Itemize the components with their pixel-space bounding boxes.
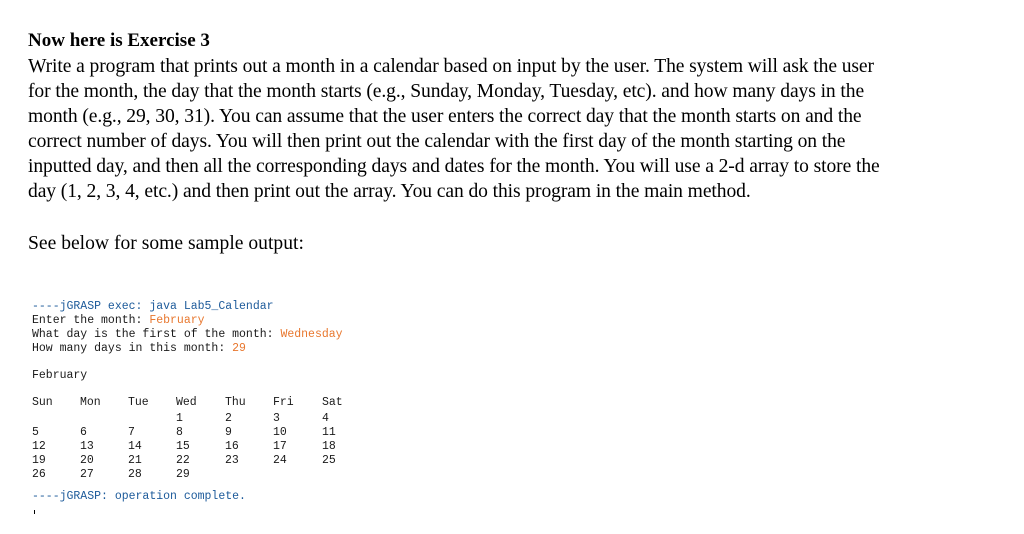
calendar-grid	[32, 396, 343, 482]
month-input: February	[149, 314, 205, 327]
calendar-date: 19	[32, 454, 46, 467]
description-line: month (e.g., 29, 30, 31). You can assume that the user enters the correct day that the month starts on and the	[28, 106, 862, 127]
days-input: 29	[232, 342, 246, 355]
calendar-week-row	[32, 440, 343, 454]
day-header: Fri	[273, 396, 294, 409]
calendar-date: 28	[128, 468, 142, 481]
calendar-date: 13	[80, 440, 94, 453]
day-header: Mon	[80, 396, 101, 409]
exercise-heading: Now here is Exercise 3	[28, 30, 210, 51]
calendar-date: 27	[80, 468, 94, 481]
calendar-date: 23	[225, 454, 239, 467]
calendar-date: 3	[273, 412, 280, 425]
description-line: Write a program that prints out a month in a calendar based on input by the user. The system will ask the user	[28, 56, 874, 77]
calendar-date: 29	[176, 468, 190, 481]
calendar-date: 21	[128, 454, 142, 467]
calendar-date: 5	[32, 426, 39, 439]
description-line: inputted day, and then all the corresponding days and dates for the month. You will use a 2-d array to store the	[28, 156, 880, 177]
calendar-date: 25	[322, 454, 336, 467]
calendar-date: 4	[322, 412, 329, 425]
month-prompt: Enter the month:	[32, 314, 150, 327]
description-line: for the month, the day that the month starts (e.g., Sunday, Monday, Tuesday, etc). and how many days in the	[28, 81, 865, 102]
calendar-date: 11	[322, 426, 336, 439]
exercise-description	[28, 54, 1008, 204]
operation-complete-line: ----jGRASP: operation complete.	[32, 490, 246, 503]
calendar-date: 8	[176, 426, 183, 439]
calendar-date: 14	[128, 440, 142, 453]
days-prompt-line	[32, 342, 343, 356]
first-day-input: Wednesday	[280, 328, 343, 341]
description-line: correct number of days. You will then print out the calendar with the first day of the month starting on the	[28, 131, 846, 152]
calendar-date: 18	[322, 440, 336, 453]
first-day-prompt: What day is the first of the month:	[32, 328, 281, 341]
calendar-week-row	[32, 426, 343, 440]
console-output	[32, 300, 343, 482]
text-cursor	[34, 510, 35, 514]
day-header: Wed	[176, 396, 197, 409]
calendar-date: 17	[273, 440, 287, 453]
exercise-document	[28, 24, 1008, 256]
calendar-header-row	[32, 396, 343, 410]
day-header: Sun	[32, 396, 53, 409]
calendar-date: 9	[225, 426, 232, 439]
calendar-week-row	[32, 454, 343, 468]
description-line: day (1, 2, 3, 4, etc.) and then print out the array. You can do this program in the main method.	[28, 181, 751, 202]
calendar-month-name: February	[32, 369, 88, 382]
calendar-date: 10	[273, 426, 287, 439]
calendar-date: 20	[80, 454, 94, 467]
days-prompt: How many days in this month:	[32, 342, 233, 355]
calendar-week-row	[32, 468, 343, 482]
calendar-date: 2	[225, 412, 232, 425]
first-day-prompt-line	[32, 328, 343, 342]
calendar-date: 16	[225, 440, 239, 453]
calendar-date: 26	[32, 468, 46, 481]
day-header: Tue	[128, 396, 149, 409]
day-header: Sat	[322, 396, 343, 409]
exec-line: ----jGRASP exec: java Lab5_Calendar	[32, 300, 274, 313]
calendar-date: 15	[176, 440, 190, 453]
calendar-date: 12	[32, 440, 46, 453]
month-prompt-line	[32, 314, 343, 328]
day-header: Thu	[225, 396, 246, 409]
calendar-week-row	[32, 412, 343, 426]
calendar-date: 6	[80, 426, 87, 439]
calendar-date: 22	[176, 454, 190, 467]
see-below-text: See below for some sample output:	[28, 233, 304, 254]
calendar-date: 24	[273, 454, 287, 467]
calendar-date: 1	[176, 412, 183, 425]
calendar-date: 7	[128, 426, 135, 439]
